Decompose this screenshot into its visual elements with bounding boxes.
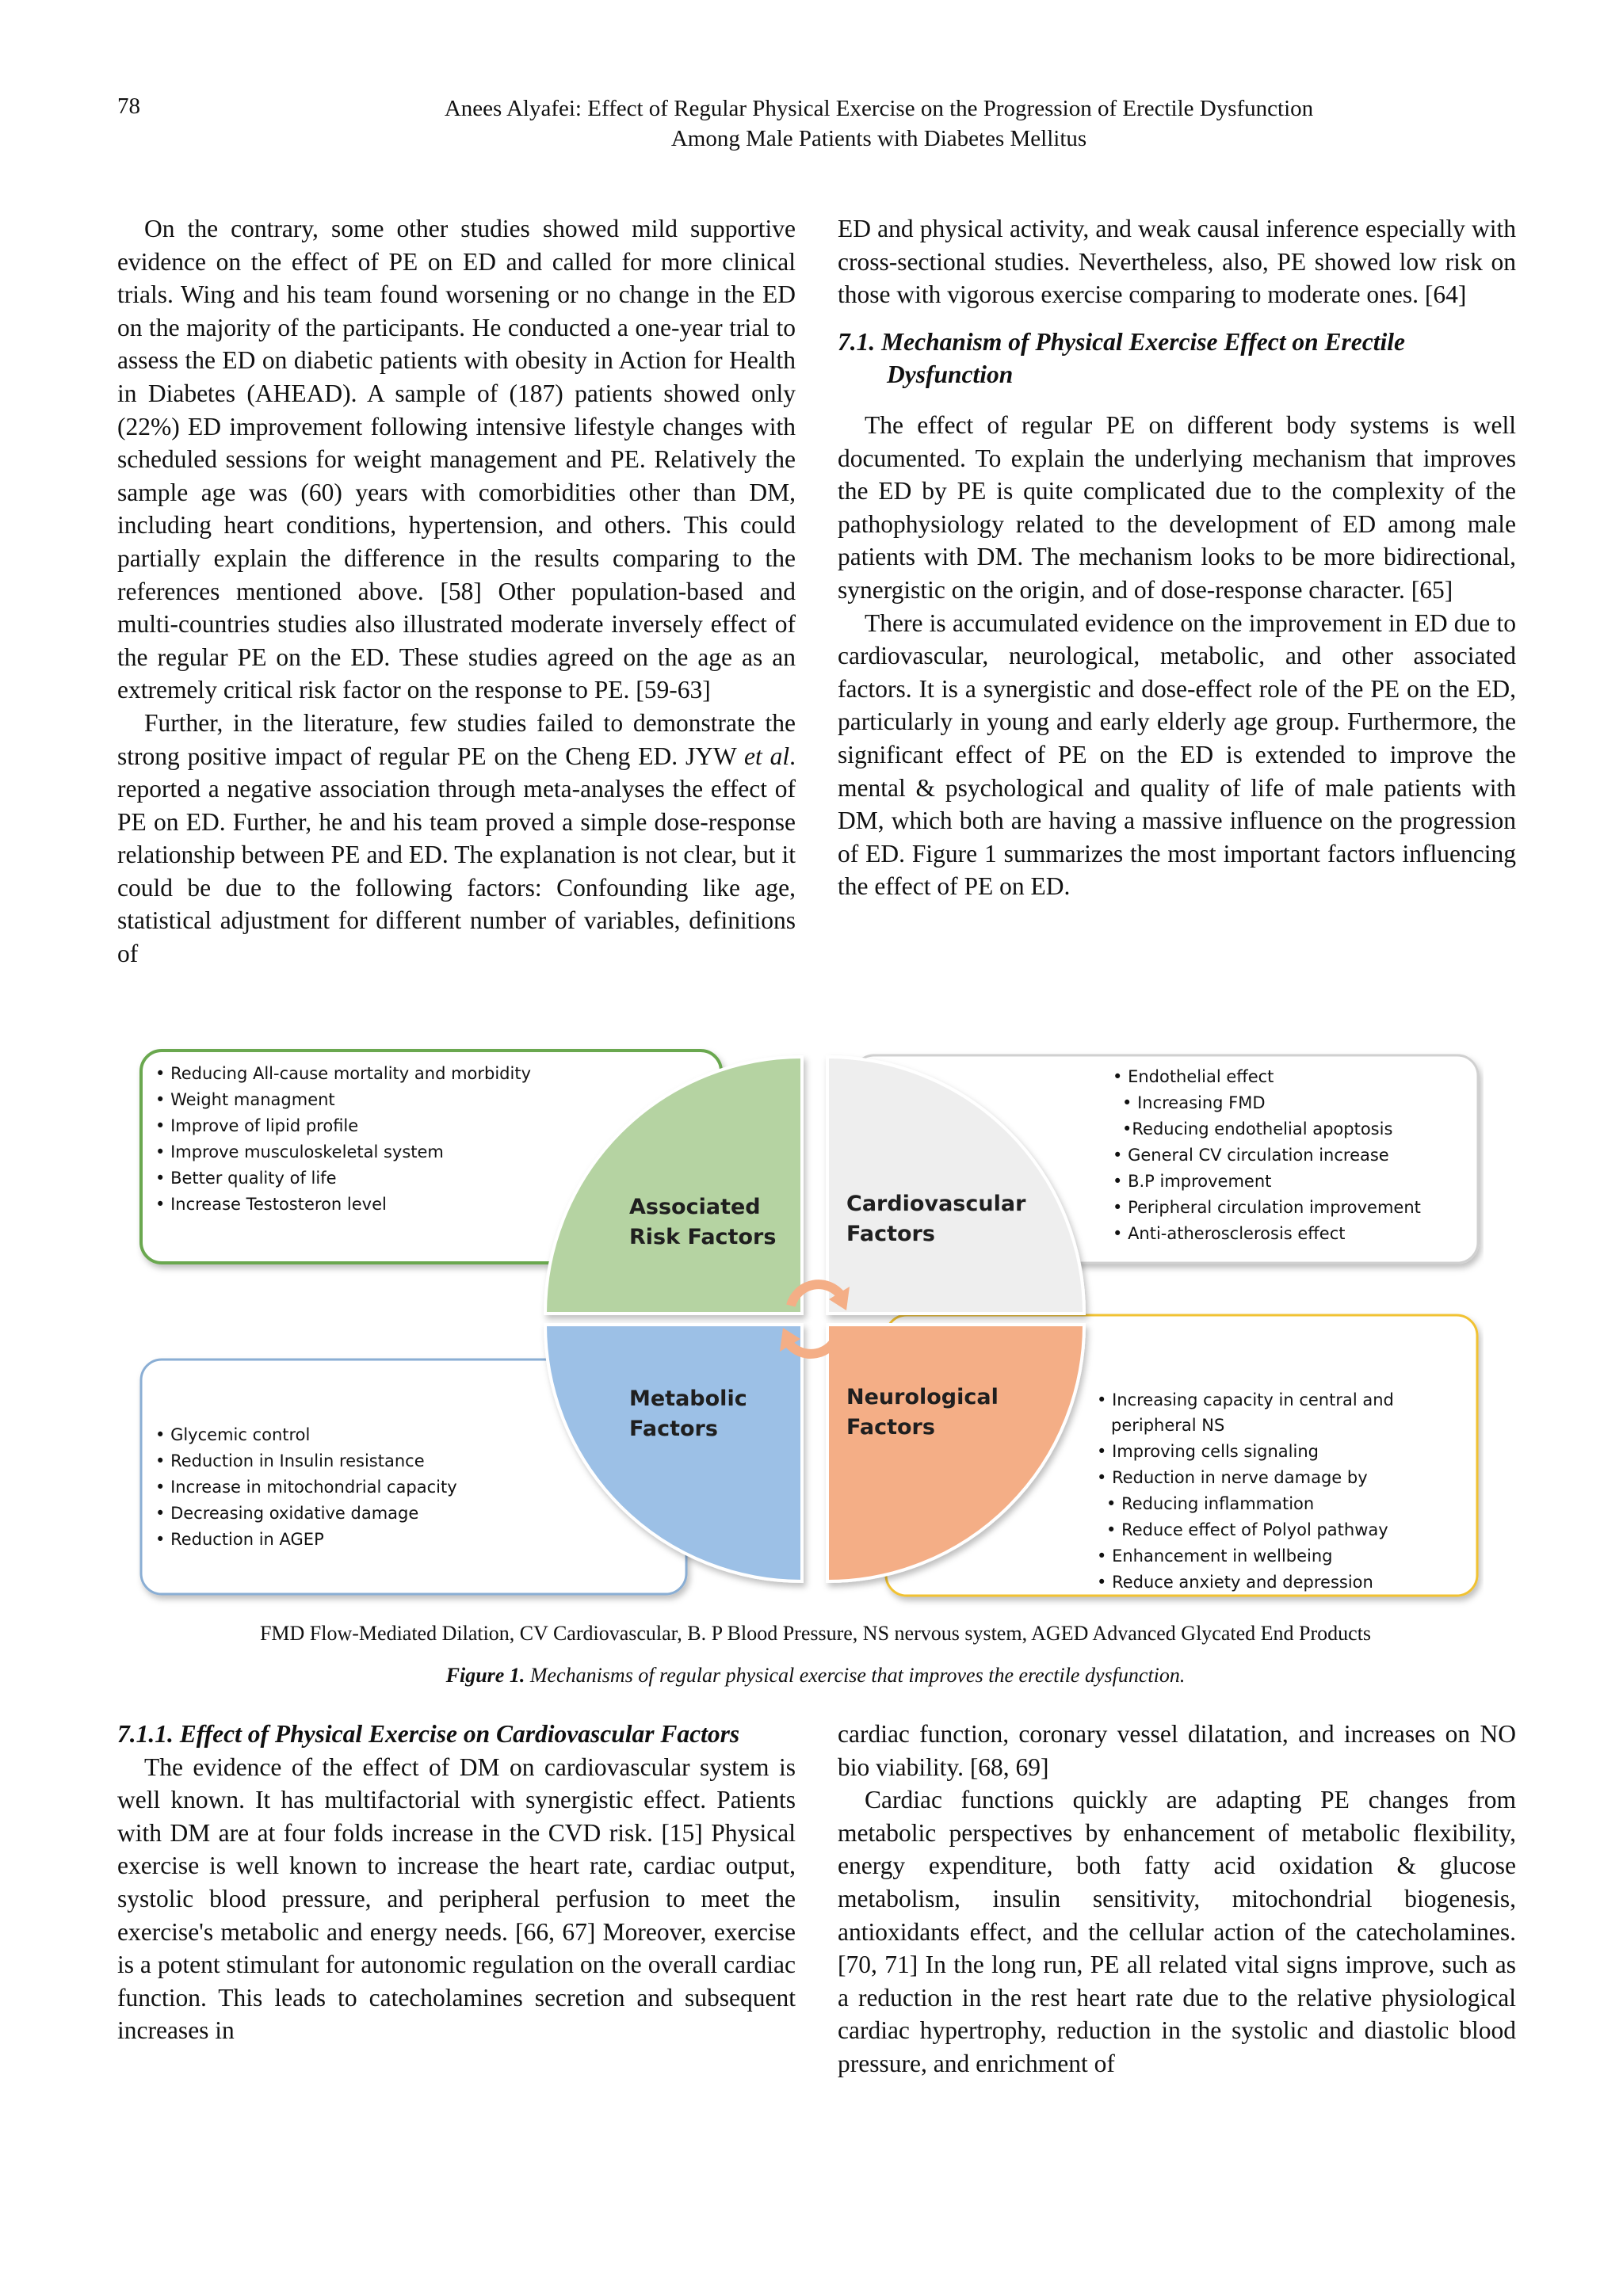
figure-caption-label: Figure 1.	[445, 1664, 525, 1687]
metabolic-item: • Reduction in AGEP	[155, 1530, 324, 1549]
running-title-line1: Anees Alyafei: Effect of Regular Physical Exercise on the Progression of Erectile Dysfunction	[444, 96, 1314, 121]
neurological-item: • Increasing capacity in central and	[1097, 1390, 1394, 1409]
metabolic-item: • Glycemic control	[155, 1425, 311, 1444]
associated-item: • Weight managment	[155, 1090, 335, 1109]
right-column-top	[838, 212, 1516, 903]
metabolic-title-1: Metabolic	[629, 1386, 747, 1411]
paragraph: cardiac function, coronary vessel dilatation, and increases on NO bio viability. [68, 69]	[838, 1720, 1516, 1781]
associated-title-1: Associated	[629, 1195, 761, 1219]
right-column-bottom	[838, 1718, 1516, 2081]
cardiovascular-title-1: Cardiovascular	[846, 1192, 1026, 1216]
neurological-item: peripheral NS	[1111, 1416, 1225, 1435]
paragraph-text: Further, in the literature, few studies failed to demonstrate the strong positive impact of regular PE on the Cheng ED. JYW	[117, 708, 796, 770]
mechanism-diagram	[136, 1044, 1484, 1608]
associated-item: • Increase Testosteron level	[155, 1195, 387, 1214]
metabolic-title-2: Factors	[629, 1417, 718, 1441]
paragraph: On the contrary, some other studies showed mild supportive evidence on the effect of PE on ED and called for more clinical trials. Wing and his team found worsening or no change in the ED on the majority of the participants. He conducted a one-year trial to assess the ED on diabetic patients with obesity in Action for Health in Diabetes (AHEAD). A sample of (187) patients showed only (22%) ED improvement following intensive lifestyle changes with scheduled sessions for weight management and PE. Relatively the sample age was (60) years with comorbidities other than DM, including heart conditions, hypertension, and others. This could partially explain the difference in the results comparing to the references mentioned above. [58] Other population-based and multi-countries studies also illustrated moderate inversely effect of the regular PE on the ED. These studies agreed on the age as an extremely critical risk factor on the response to PE. [59-63]	[117, 215, 796, 704]
metabolic-item: • Reduction in Insulin resistance	[155, 1451, 425, 1470]
paragraph: The effect of regular PE on different body systems is well documented. To explain the underlying mechanism that improves the ED by PE is quite complicated due to the complexity of the pathophysiology related to the development of ED among male patients with DM. The mechanism looks to be more bidirectional, synergistic on the origin, and of dose-response character. [65]	[838, 410, 1516, 604]
running-title-line2: Among Male Patients with Diabetes Mellitus	[670, 126, 1087, 151]
associated-item: • Improve of lipid profile	[155, 1116, 359, 1135]
paragraph: The evidence of the effect of DM on cardiovascular system is well known. It has multifactorial with synergistic effect. Patients with DM are at four folds increase in the CVD risk. [15] Physical exercise is well known to increase the heart rate, cardiac output, systolic blood pressure, and peripheral perfusion to meet the exercise's metabolic and energy needs. [66, 67] Moreover, exercise is a potent stimulant for autonomic regulation on the overall cardiac function. This leads to catecholamines secretion and subsequent increases in	[117, 1753, 796, 2045]
cardiovascular-item: • Anti-atherosclerosis effect	[1113, 1224, 1346, 1243]
paragraph	[117, 707, 796, 971]
et-al-text: et al	[744, 742, 790, 770]
page-header	[117, 93, 1514, 165]
cardiovascular-item: • General CV circulation increase	[1113, 1146, 1389, 1165]
running-title	[244, 93, 1514, 154]
figure-caption-text: Mechanisms of regular physical exercise that improves the erectile dysfunction.	[525, 1664, 1186, 1687]
left-column-bottom	[117, 1718, 796, 2047]
figure-1	[136, 1044, 1484, 1608]
associated-item: • Better quality of life	[155, 1169, 337, 1188]
neurological-title-2: Factors	[846, 1415, 935, 1440]
neurological-item: • Reduction in nerve damage by	[1097, 1468, 1368, 1487]
paragraph: Cardiac functions quickly are adapting PE changes from metabolic perspectives by enhancement of metabolic flexibility, energy expenditure, both fatty acid oxidation & glucose metabolism, insulin sensitivity, mitochondrial biogenesis, antioxidants effect, and the cellular action of the catecholamines. [70, 71] In the long run, PE all related vital signs improve, such as a reduction in the rest heart rate due to the relative physiological cardiac hypertrophy, reduction in the systolic and diastolic blood pressure, and enrichment of	[838, 1786, 1516, 2077]
metabolic-item: • Increase in mitochondrial capacity	[155, 1478, 457, 1497]
cardiovascular-item: • B.P improvement	[1113, 1172, 1272, 1191]
neurological-item: • Reduce anxiety and depression	[1097, 1573, 1373, 1592]
paragraph: ED and physical activity, and weak causal inference especially with cross-sectional studies. Nevertheless, also, PE showed low risk on those with vigorous exercise comparing to moderate ones. [64]	[838, 215, 1516, 309]
page-number: 78	[117, 93, 140, 119]
cardiovascular-item: • Increasing FMD	[1122, 1093, 1266, 1112]
paragraph: There is accumulated evidence on the improvement in ED due to cardiovascular, neurological, metabolic, and other associated factors. It is a synergistic and dose-effect role of the PE on the ED, particularly in young and early elderly age group. Furthermore, the significant effect of PE on the ED is extended to improve the mental & psychological and quality of life of male patients with DM, which both are having a massive influence on the progression of ED. Figure 1 summarizes the most important factors influencing the effect of PE on ED.	[838, 608, 1516, 901]
left-column-top	[117, 212, 796, 971]
section-heading: 7.1. Mechanism of Physical Exercise Effect on Erectile Dysfunction	[838, 327, 1405, 389]
neurological-title-1: Neurological	[846, 1385, 999, 1409]
associated-item: • Improve musculoskeletal system	[155, 1142, 444, 1161]
section-heading: 7.1.1. Effect of Physical Exercise on Cardiovascular Factors	[117, 1720, 740, 1748]
associated-item: • Reducing All-cause mortality and morbidity	[155, 1064, 531, 1083]
associated-title-2: Risk Factors	[629, 1225, 777, 1249]
neurological-item: • Improving cells signaling	[1097, 1442, 1319, 1461]
neurological-item: • Enhancement in wellbeing	[1097, 1547, 1333, 1566]
metabolic-item: • Decreasing oxidative damage	[155, 1504, 419, 1523]
paragraph-text: . reported a negative association through meta-analyses the effect of PE on ED. Further, he and his team proved a simple dose-response relationship between PE and ED. The explanation is not clear, but it could be due to the following factors: Confounding like age, statistical adjustment for different number of variables, definitions of	[117, 742, 796, 968]
figure-abbreviations: FMD Flow-Mediated Dilation, CV Cardiovascular, B. P Blood Pressure, NS nervous system, AGED Advanced Glycated End Products	[259, 1622, 1372, 1645]
cardiovascular-item: • Peripheral circulation improvement	[1113, 1198, 1421, 1217]
neurological-item: • Reduce effect of Polyol pathway	[1106, 1520, 1388, 1539]
cardiovascular-item: • Endothelial effect	[1113, 1067, 1274, 1086]
cardiovascular-title-2: Factors	[846, 1222, 935, 1246]
figure-caption	[117, 1664, 1514, 1688]
neurological-item: • Reducing inflammation	[1106, 1494, 1315, 1513]
cardiovascular-item: •Reducing endothelial apoptosis	[1122, 1119, 1393, 1138]
